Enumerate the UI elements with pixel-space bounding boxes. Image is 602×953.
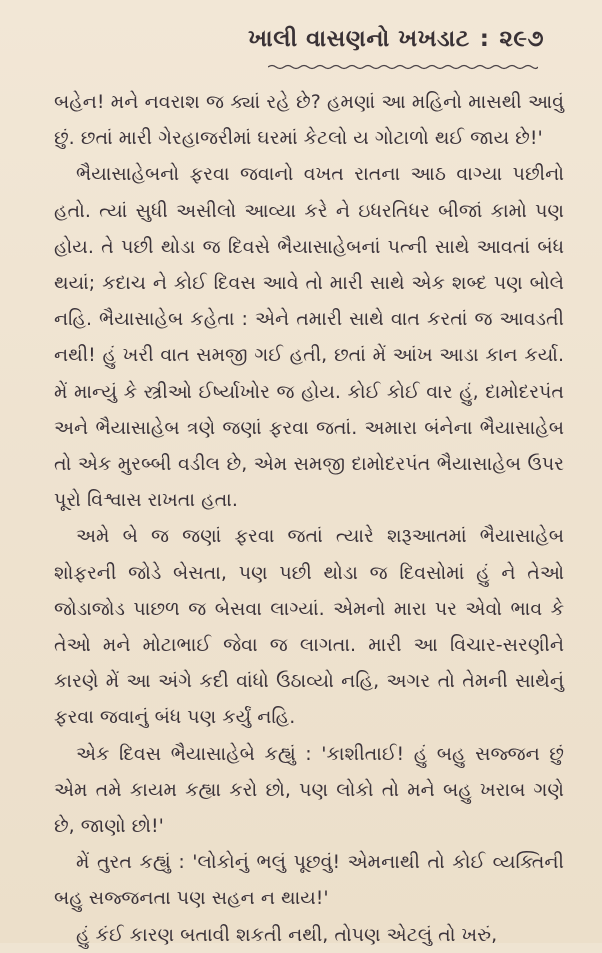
paragraph: મેં તુરત કહ્યું : 'લોકોનું ભલું પૂછવું! એમનાથી તો કોઈ વ્યક્તિની બહુ સજ્જનતા પણ સહન ન થાય!'	[54, 851, 564, 910]
paragraph: એક દિવસ ભૈયાસાહેબે કહ્યું : 'કાશીતાઈ! હું બહુ સજ્જન છું એમ તમે કાયમ કહ્યા કરો છો, પણ લોકો તો મને બહુ ખરાબ ગણે છે, જાણો છો!'	[54, 742, 564, 838]
header-wavy-rule	[268, 64, 538, 70]
paragraph: અમે બે જ જણાં ફરવા જતાં ત્યારે શરૂઆતમાં ભૈયાસાહેબ શોફરની જોડે બેસતા, પણ પછી થોડા જ દિવસોમાં હું ને તેઓ જોડાજોડ પાછળ જ બેસવા લાગ્યાં. એમનો મારા પર એવો ભાવ કે તેઓ મને મોટાભાઈ જેવા જ લાગતા. મારી આ વિચાર-સરણીને કારણે મેં આ અંગે કદી વાંધો ઉઠાવ્યો નહિ, અગર તો તેમની સાથેનું ફરવા જવાનું બંધ પણ કર્યું નહિ.	[54, 525, 564, 729]
title-separator: :	[479, 26, 490, 52]
chapter-title: ખાલી વાસણનો ખખડાટ	[248, 26, 470, 52]
paragraph: ભૈયાસાહેબનો ફરવા જવાનો વખત રાતના આઠ વાગ્યા પછીનો હતો. ત્યાં સુધી અસીલો આવ્યા કરે ને ઇધરતિધર બીજાં કામો પણ હોય. તે પછી થોડા જ દિવસે ભૈયાસાહેબનાં પત્ની સાથે આવતાં બંધ થયાં; કદાચ ને કોઈ દિવસ આવે તો મારી સાથે એક શબ્દ પણ બોલે નહિ. ભૈયાસાહેબ કહેતા : એને તમારી સાથે વાત કરતાં જ આવડતી નથી! હું ખરી વાત સમજી ગઈ હતી, છતાં મેં આંખ આડા કાન કર્યા. મેં માન્યું કે સ્ત્રીઓ ઈર્ષ્યાખોર જ હોય. કોઈ કોઈ વાર હું, દામોદરપંત અને ભૈયાસાહેબ ત્રણે જણાં ફરવા જતાં. અમારા બંનેના ભૈયાસાહેબ તો એક મુરબ્બી વડીલ છે, એમ સમજી દામોદરપંત ભૈયાસાહેબ ઉપર પૂરો વિશ્વાસ રાખતા હતા.	[54, 163, 564, 512]
body-text	[54, 84, 564, 953]
running-head	[248, 26, 544, 52]
paragraph: હું કંઈ કારણ બતાવી શકતી નથી, તોપણ એટલું તો ખરું,	[76, 923, 498, 946]
paragraph: બહેન! મને નવરાશ જ ક્યાં રહે છે? હમણાં આ મહિનો માસથી આવું છું. છતાં મારી ગેરહાજરીમાં ઘરમાં કેટલો ય ગોટાળો થઈ જાય છે!'	[54, 91, 564, 150]
page-number: ૨૯૭	[499, 26, 544, 52]
